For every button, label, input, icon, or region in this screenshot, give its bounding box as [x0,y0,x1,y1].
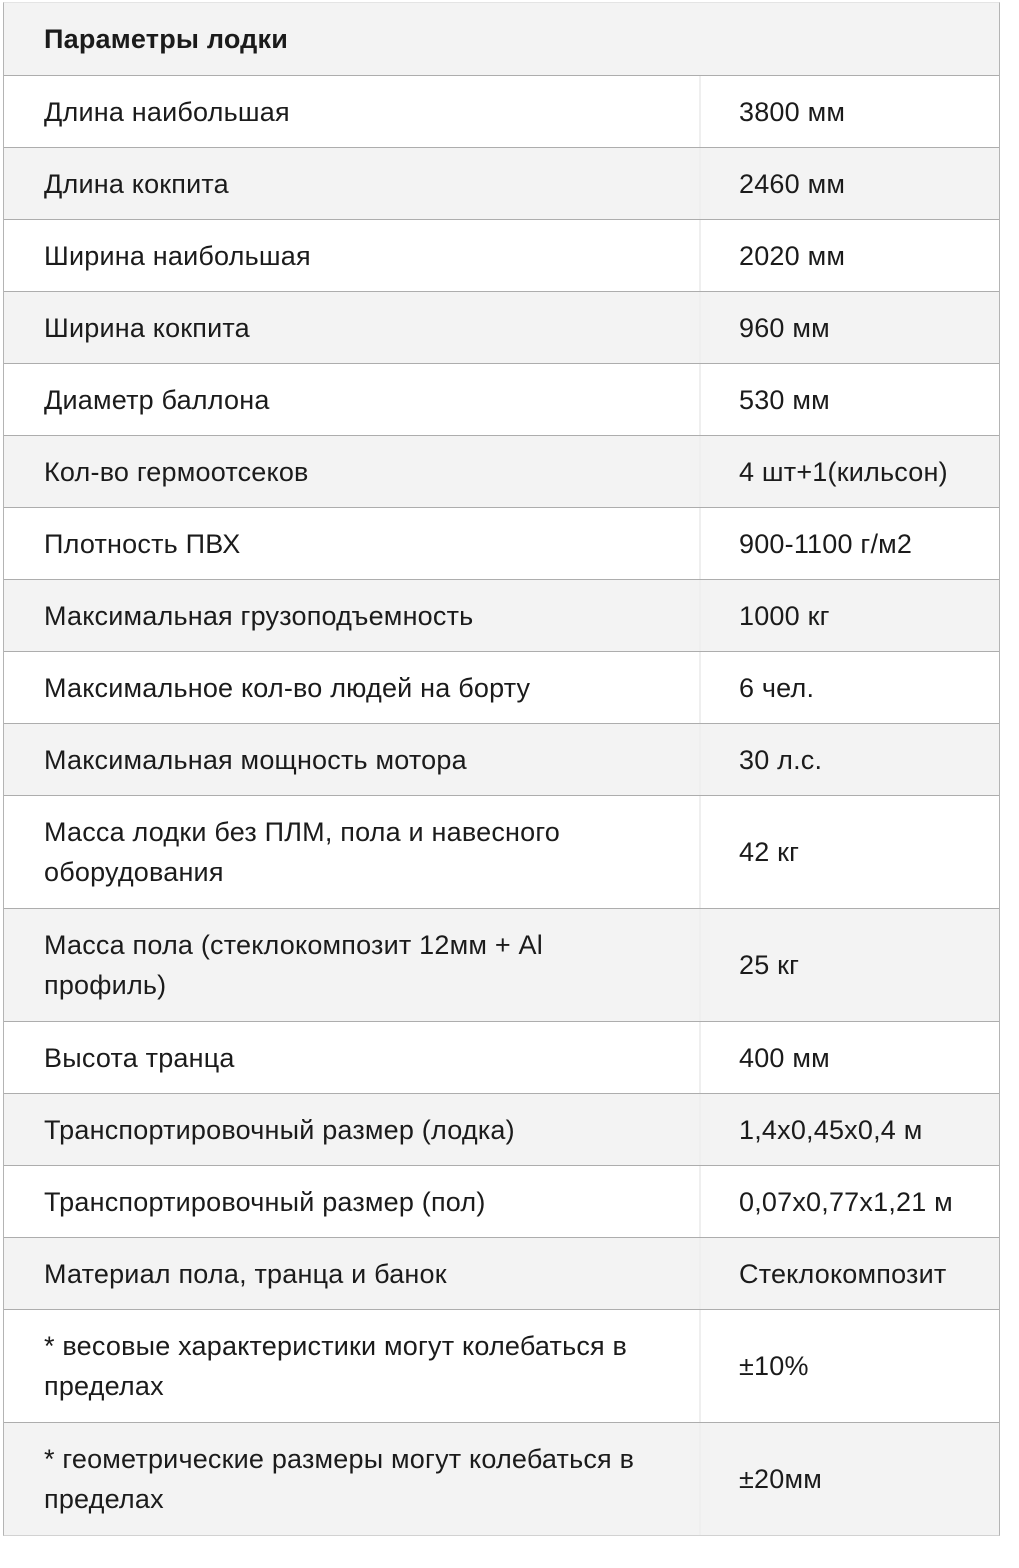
param-value: 960 мм [699,292,999,363]
param-label: Длина наибольшая [44,96,290,127]
table-row [4,1422,999,1535]
table-row [4,908,999,1021]
table-row [4,651,999,723]
table-row [4,75,999,147]
param-label: Масса лодки без ПЛМ, пола и навесного оборудования [44,817,561,887]
param-value: 6 чел. [699,652,999,723]
table-row [4,363,999,435]
table-row [4,291,999,363]
param-value: 900-1100 г/м2 [699,508,999,579]
param-label: Максимальная мощность мотора [44,744,467,775]
param-value: 2020 мм [699,220,999,291]
table-header-row [4,3,999,75]
table-row [4,1021,999,1093]
param-label: Длина кокпита [44,168,229,199]
param-value: 2460 мм [699,148,999,219]
table-row [4,723,999,795]
param-label: Транспортировочный размер (пол) [44,1186,486,1217]
param-label: * весовые характеристики могут колебаться в пределах [44,1331,628,1401]
table-row [4,1237,999,1309]
table-row [4,1165,999,1237]
param-value: 1000 кг [699,580,999,651]
param-label: Максимальная грузоподъемность [44,600,474,631]
param-value: ±10% [699,1310,999,1422]
param-label: Высота транца [44,1042,235,1073]
param-label: Максимальное кол-во людей на борту [44,672,531,703]
param-label: Ширина наибольшая [44,240,311,271]
table-row [4,1093,999,1165]
param-label: Транспортировочный размер (лодка) [44,1114,515,1145]
param-value: 1,4х0,45х0,4 м [699,1094,999,1165]
param-value: 3800 мм [699,76,999,147]
table-row [4,219,999,291]
table-row [4,795,999,908]
param-value: ±20мм [699,1423,999,1535]
param-value: 4 шт+1(кильсон) [699,436,999,507]
param-value: 25 кг [699,909,999,1021]
table-row [4,435,999,507]
param-label: Материал пола, транца и банок [44,1258,447,1289]
param-label: Масса пола (стеклокомпозит 12мм + Al профиль) [44,930,543,1000]
param-label: Кол-во гермоотсеков [44,456,309,487]
param-label: Ширина кокпита [44,312,250,343]
table-row [4,579,999,651]
table-row [4,1309,999,1422]
table-row [4,147,999,219]
param-value: 30 л.с. [699,724,999,795]
param-value: 0,07х0,77х1,21 м [699,1166,999,1237]
table-title: Параметры лодки [44,24,289,54]
param-value: Стеклокомпозит [699,1238,999,1309]
param-label: * геометрические размеры могут колебаться в пределах [44,1444,635,1514]
table-row [4,507,999,579]
param-value: 530 мм [699,364,999,435]
param-label: Плотность ПВХ [44,528,241,559]
param-value: 42 кг [699,796,999,908]
param-value: 400 мм [699,1022,999,1093]
param-label: Диаметр баллона [44,384,270,415]
boat-parameters-table [3,2,1000,1536]
